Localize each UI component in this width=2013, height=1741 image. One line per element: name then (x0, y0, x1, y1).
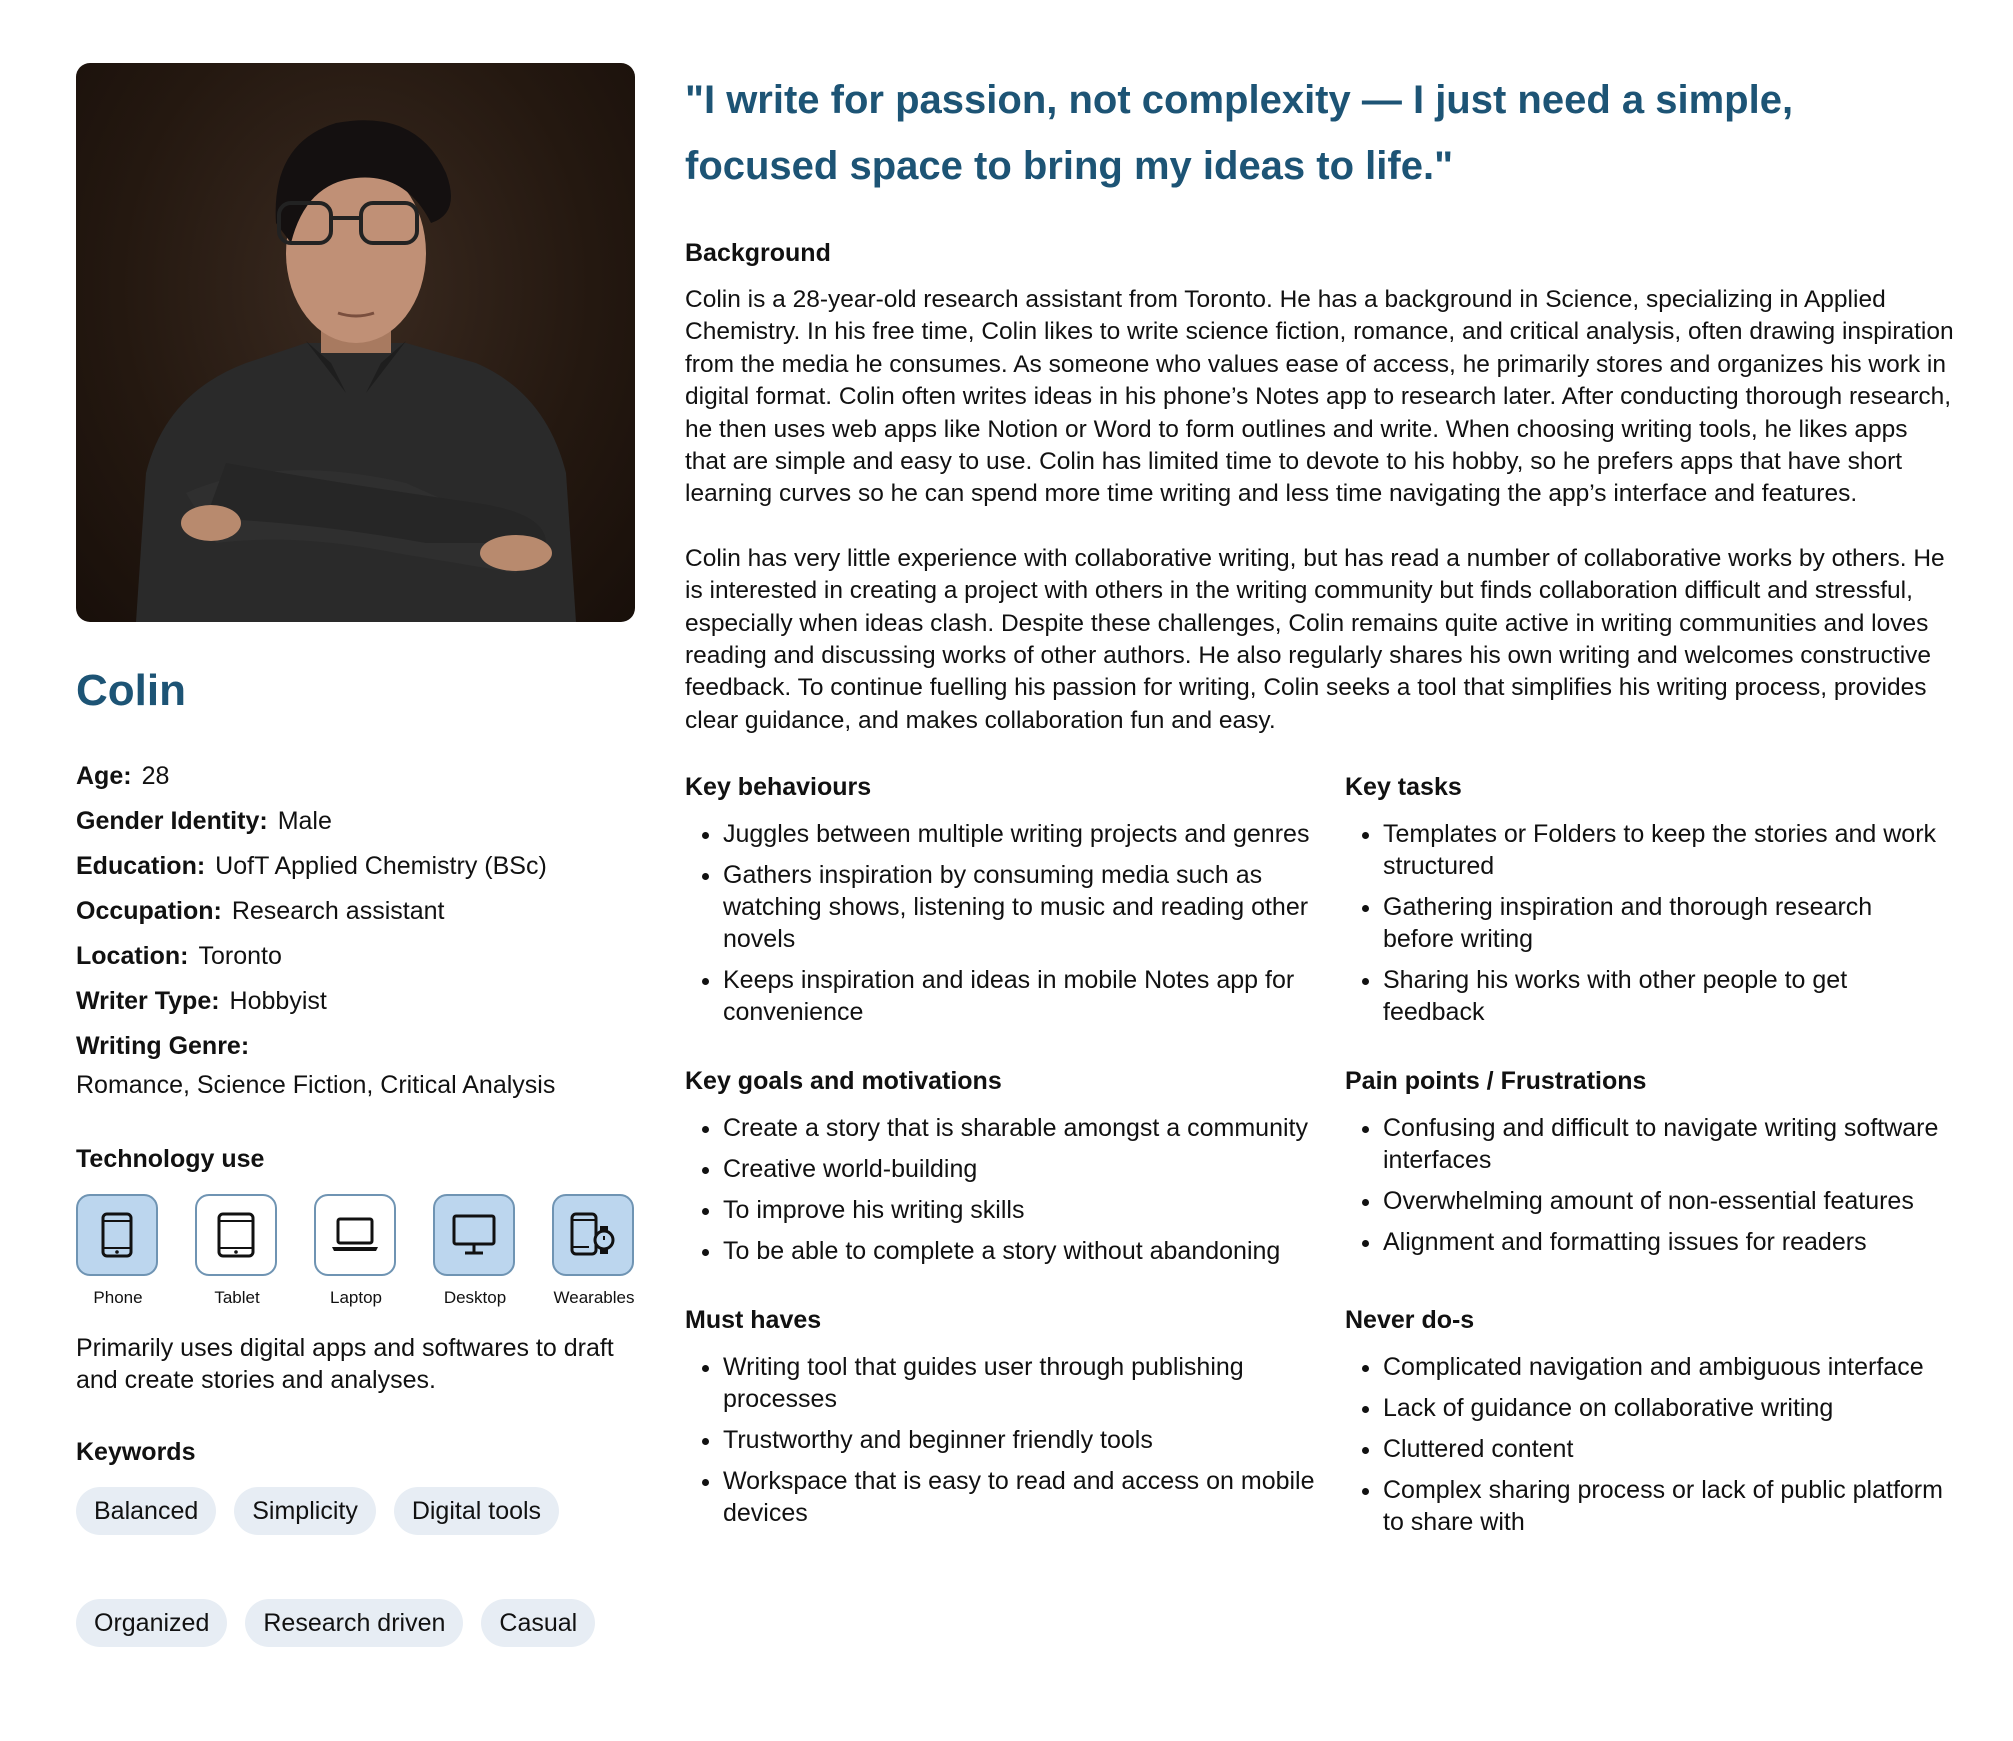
persona-details (685, 63, 1955, 1577)
device-label: Wearables (553, 1288, 635, 1307)
device-laptop (314, 1194, 398, 1308)
list-item: • Complex sharing process or lack of public platform to share with (1383, 1474, 1945, 1538)
device-label: Desktop (443, 1288, 507, 1307)
list-item: • Creative world-building (723, 1153, 1345, 1185)
device-phone (76, 1194, 160, 1308)
attr-writing-genre (76, 1030, 636, 1101)
section-pain-points (1345, 1067, 1945, 1276)
background-paragraph: Colin has very little experience with collaborative writing, but has read a number of collaborative works by others. He is interested in creating a project with others in the writing community but finds collaboration difficult and stressful, especially when ideas clash. Despite these challenges, Colin remains quite active in writing communities and loves reading and discussing works of other authors. He also regularly shares his own writing and welcomes constructive feedback. To continue fuelling his passion for writing, Colin seeks a tool that simplifies his writing process, provides clear guidance, and makes collaboration fun and easy. (685, 544, 1945, 734)
attr-label: Education: (76, 852, 206, 880)
technology-heading: Technology use (76, 1145, 265, 1173)
section-heading: Key behaviours (685, 773, 872, 802)
section-list (1345, 1112, 1945, 1258)
attr-value: Romance, Science Fiction, Critical Analysis (76, 1071, 556, 1099)
section-heading: Pain points / Frustrations (1345, 1067, 1647, 1096)
keyword-chip: Simplicity (234, 1487, 376, 1535)
section-heading: Never do-s (1345, 1306, 1475, 1335)
list-item: • Complicated navigation and ambiguous interface (1383, 1351, 1945, 1383)
section-never-dos (1345, 1306, 1945, 1547)
list-item: • Cluttered content (1383, 1433, 1945, 1465)
background-paragraph: Colin is a 28-year-old research assistant from Toronto. He has a background in Science, specializing in Applied Chemistry. In his free time, Colin likes to write science fiction, romance, and critical analysis, often drawing inspiration from the media he consumes. As someone who values ease of access, he primarily stores and organizes his work in digital format. Colin often writes ideas in his phone’s Notes app to research later. After conducting thorough research, he then uses web apps like Notion or Word to form outlines and write. When choosing writing tools, he likes apps that are simple and easy to use. Colin has limited time to devote to his hobby, so he prefers apps that have short learning curves so he can spend more time writing and less time navigating the app’s interface and features. (685, 286, 1954, 508)
device-tablet (195, 1194, 279, 1308)
keywords-heading: Keywords (76, 1438, 196, 1466)
keyword-chip: Digital tools (394, 1487, 559, 1535)
list-item: • Sharing his works with other people to get feedback (1383, 964, 1945, 1028)
section-list (685, 818, 1345, 1028)
attr-age (76, 760, 636, 792)
list-item: • Templates or Folders to keep the stories and work structured (1383, 818, 1945, 882)
attr-label: Writer Type: (76, 987, 220, 1015)
section-list (685, 1351, 1345, 1529)
portrait-illustration (76, 63, 635, 622)
attr-value: Research assistant (231, 897, 445, 925)
attr-location (76, 940, 636, 972)
attr-value: Toronto (198, 942, 282, 970)
attr-education (76, 850, 636, 882)
desktop-icon (433, 1194, 515, 1276)
attr-label: Age: (76, 762, 132, 790)
list-item: • Writing tool that guides user through publishing processes (723, 1351, 1345, 1415)
wearables-icon (552, 1194, 634, 1276)
attr-label: Writing Genre: (76, 1032, 250, 1060)
list-item: • To be able to complete a story without abandoning (723, 1235, 1345, 1267)
phone-icon (76, 1194, 158, 1276)
attr-value: Male (277, 807, 332, 835)
list-item: • To improve his writing skills (723, 1194, 1345, 1226)
section-key-behaviours (685, 773, 1345, 1037)
section-heading: Key tasks (1345, 773, 1462, 802)
persona-photo (76, 63, 635, 622)
device-label: Phone (93, 1288, 143, 1307)
device-wearables (552, 1194, 636, 1308)
keyword-row (76, 1599, 636, 1647)
section-list (1345, 818, 1945, 1028)
list-item: • Create a story that is sharable amongst a community (723, 1112, 1345, 1144)
keyword-chip: Casual (481, 1599, 595, 1647)
persona-name: Colin (76, 666, 186, 715)
device-list (76, 1194, 636, 1308)
attr-label: Location: (76, 942, 189, 970)
list-item: • Gathering inspiration and thorough research before writing (1383, 891, 1945, 955)
background-heading: Background (685, 239, 831, 267)
persona-sidebar (76, 63, 636, 1647)
list-item: • Gathers inspiration by consuming media such as watching shows, listening to music and reading other novels (723, 859, 1345, 955)
attr-gender (76, 805, 636, 837)
list-item: • Confusing and difficult to navigate writing software interfaces (1383, 1112, 1945, 1176)
keyword-chip: Organized (76, 1599, 227, 1647)
laptop-icon (314, 1194, 396, 1276)
keyword-chip: Research driven (245, 1599, 463, 1647)
device-desktop (433, 1194, 517, 1308)
attr-value: 28 (141, 762, 170, 790)
list-item: • Keeps inspiration and ideas in mobile Notes app for convenience (723, 964, 1345, 1028)
list-item: • Lack of guidance on collaborative writing (1383, 1392, 1945, 1424)
attr-value: UofT Applied Chemistry (BSc) (215, 852, 547, 880)
persona-sections-grid (685, 773, 1955, 1577)
list-item: • Alignment and formatting issues for readers (1383, 1226, 1945, 1258)
device-label: Tablet (214, 1288, 260, 1307)
list-item: • Juggles between multiple writing projects and genres (723, 818, 1345, 850)
list-item: • Trustworthy and beginner friendly tools (723, 1424, 1345, 1456)
attr-label: Occupation: (76, 897, 222, 925)
attr-label: Gender Identity: (76, 807, 268, 835)
section-list (1345, 1351, 1945, 1538)
technology-description: Primarily uses digital apps and softwares to draft and create stories and analyses. (76, 1334, 614, 1394)
attr-occupation (76, 895, 636, 927)
persona-attributes (76, 760, 636, 1101)
keyword-row (76, 1487, 636, 1535)
attr-writer-type (76, 985, 636, 1017)
section-key-goals (685, 1067, 1345, 1276)
section-key-tasks (1345, 773, 1945, 1037)
section-heading: Key goals and motivations (685, 1067, 1002, 1096)
list-item: • Workspace that is easy to read and access on mobile devices (723, 1465, 1345, 1529)
section-list (685, 1112, 1345, 1267)
persona-quote: "I write for passion, not complexity — I just need a simple, focused space to bring my ideas to life." (685, 78, 1794, 188)
tablet-icon (195, 1194, 277, 1276)
section-heading: Must haves (685, 1306, 822, 1335)
attr-value: Hobbyist (229, 987, 327, 1015)
device-label: Laptop (330, 1288, 382, 1307)
section-must-haves (685, 1306, 1345, 1547)
list-item: • Overwhelming amount of non-essential features (1383, 1185, 1945, 1217)
keyword-chip: Balanced (76, 1487, 216, 1535)
